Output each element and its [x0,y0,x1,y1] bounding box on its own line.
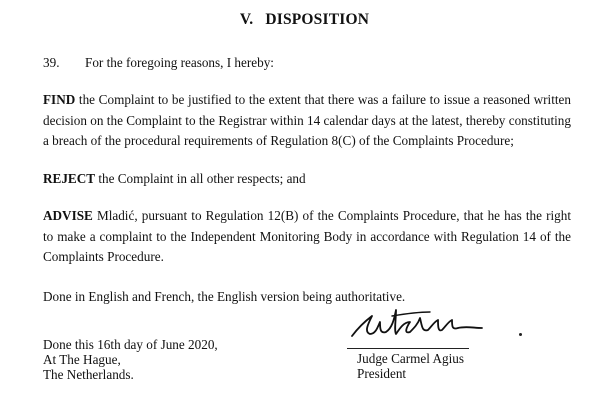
advise-line-1 [43,206,571,227]
section-title: DISPOSITION [265,11,370,28]
find-line-3: a breach of the procedural requirements of Regulation 8(C) of the Complaints Procedure; [43,133,514,148]
reject-keyword: REJECT [43,171,96,186]
find-line-1-text: the Complaint to be justified to the extent that there was a failure to issue a reasoned written [75,92,571,107]
closing-block [43,337,218,382]
reject-line [43,169,571,190]
reject-text: the Complaint in all other respects; and [95,171,306,186]
signature-dot [519,333,522,336]
find-keyword: FIND [43,92,76,107]
signatory-name: Judge Carmel Agius [357,351,464,366]
paragraph-39 [43,56,274,69]
find-line-1 [43,90,571,111]
paragraph-number: 39. [43,55,60,70]
find-line-2: decision on the Complaint to the Registrar within 14 calendar days at the latest, thereby constituting [43,112,571,128]
advise-line-2: to make a complaint to the Independent Monitoring Body in accordance with Regulation 14 of the [43,228,571,244]
reject-paragraph [43,169,571,190]
signatory-block [357,351,464,381]
paragraph-intro-text: For the foregoing reasons, I hereby: [85,55,274,70]
section-heading [0,12,609,28]
advise-line-1-text: Mladić, pursuant to Regulation 12(B) of the Complaints Procedure, that he has the right [92,208,571,223]
advise-line-3: Complaints Procedure. [43,249,164,264]
find-paragraph [43,90,571,152]
closing-country: The Netherlands. [43,367,134,382]
handwritten-signature [334,298,494,348]
done-in-text: Done in English and French, the English version being authoritative. [43,289,406,304]
signature-line [347,348,469,349]
section-number: V. [239,11,254,28]
advise-paragraph [43,206,571,268]
closing-date: Done this 16th day of June 2020, [43,337,218,352]
advise-keyword: ADVISE [43,208,93,223]
signatory-title: President [357,366,407,381]
closing-place: At The Hague, [43,352,121,367]
